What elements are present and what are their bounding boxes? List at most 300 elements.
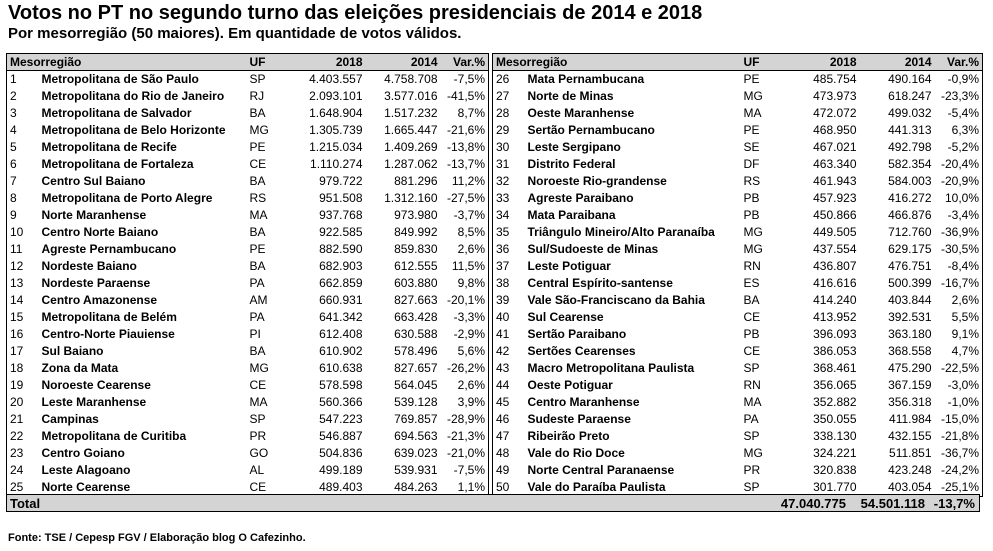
header-var: Var.% <box>935 54 983 71</box>
region-name: Sertão Paraibano <box>527 327 627 341</box>
votes-2014: 500.399 <box>888 276 932 290</box>
votes-2018: 660.931 <box>319 293 363 307</box>
region-uf: CE <box>249 378 267 392</box>
variation: 1,1% <box>441 479 489 497</box>
votes-2014: 511.851 <box>889 446 932 460</box>
table-row <box>493 275 983 292</box>
region-uf: RS <box>743 174 761 188</box>
region-name: Mata Paraibana <box>527 208 616 222</box>
variation: -5,4% <box>935 105 983 122</box>
votes-2014: 618.247 <box>888 89 932 103</box>
table-row <box>493 462 983 479</box>
variation: 9,1% <box>935 326 983 343</box>
table-row <box>7 326 489 343</box>
table-row <box>7 309 489 326</box>
votes-2014: 411.984 <box>889 412 932 426</box>
row-number: 26 <box>493 71 525 89</box>
region-uf: MA <box>743 395 762 409</box>
variation: -21,3% <box>441 428 489 445</box>
variation: -20,1% <box>441 292 489 309</box>
row-number: 3 <box>7 105 39 122</box>
region-uf: RS <box>249 191 267 205</box>
variation: -5,2% <box>935 139 983 156</box>
region-uf: CE <box>247 479 291 497</box>
table-row <box>7 88 489 105</box>
region-name: Metropolitana de Fortaleza <box>41 157 194 171</box>
votes-2014: 367.159 <box>888 378 932 392</box>
votes-2018: 682.903 <box>319 259 363 273</box>
votes-2018: 356.065 <box>813 378 857 392</box>
row-number: 47 <box>493 428 525 445</box>
table-row <box>7 190 489 207</box>
region-name: Sertão Pernambucano <box>527 123 655 137</box>
votes-2018: 610.638 <box>319 361 363 375</box>
region-name: Oeste Potiguar <box>527 378 613 392</box>
votes-2014: 859.830 <box>394 242 438 256</box>
variation: -24,2% <box>935 462 983 479</box>
table-row <box>493 88 983 105</box>
variation: -41,5% <box>441 88 489 105</box>
variation: -8,4% <box>935 258 983 275</box>
votes-2018: 320.838 <box>813 463 857 477</box>
table-row <box>7 445 489 462</box>
votes-2018: 1.215.034 <box>309 140 363 154</box>
table-row <box>7 122 489 139</box>
votes-2014: 584.003 <box>888 174 932 188</box>
votes-2014: 539.128 <box>394 395 438 409</box>
table-header-row <box>7 54 489 71</box>
page-title: Votos no PT no segundo turno das eleições presidenciais de 2014 e 2018 <box>8 2 703 24</box>
votes-2014: 3.577.016 <box>384 89 438 103</box>
row-number: 42 <box>493 343 525 360</box>
region-uf: MG <box>743 242 763 256</box>
votes-2014: 564.045 <box>394 378 438 392</box>
table-row <box>7 258 489 275</box>
votes-2018: 937.768 <box>319 208 363 222</box>
variation: 6,3% <box>935 122 983 139</box>
votes-2018: 472.072 <box>813 106 857 120</box>
total-label: Total <box>10 496 41 511</box>
region-name: Leste Maranhense <box>41 395 147 409</box>
table-row <box>7 428 489 445</box>
votes-2018: 4.403.557 <box>309 72 363 86</box>
row-number: 7 <box>7 173 39 190</box>
votes-2018: 499.189 <box>319 463 363 477</box>
votes-2018: 350.055 <box>813 412 857 426</box>
region-uf: BA <box>743 293 760 307</box>
table-row <box>7 173 489 190</box>
votes-2018: 662.859 <box>319 276 363 290</box>
header-2014: 2014 <box>860 54 935 71</box>
table-row <box>7 292 489 309</box>
variation: -21,0% <box>441 445 489 462</box>
region-uf: BA <box>249 344 266 358</box>
variation: 10,0% <box>935 190 983 207</box>
votes-2014: 403.054 <box>860 479 935 497</box>
votes-2014: 881.296 <box>394 174 438 188</box>
votes-2018: 338.130 <box>813 429 857 443</box>
votes-2014: 475.290 <box>888 361 932 375</box>
row-number: 40 <box>493 309 525 326</box>
region-name: Sul Baiano <box>41 344 104 358</box>
table-row <box>493 156 983 173</box>
region-uf: MA <box>249 395 268 409</box>
variation: -2,9% <box>441 326 489 343</box>
region-name: Zona da Mata <box>41 361 119 375</box>
region-uf: PA <box>249 276 265 290</box>
votes-2014: 466.876 <box>888 208 932 222</box>
votes-2014: 1.517.232 <box>384 106 438 120</box>
table-right-body <box>493 71 983 497</box>
region-name: Vale do Rio Doce <box>527 446 625 460</box>
variation: -25,1% <box>935 479 983 497</box>
votes-2014: 484.263 <box>366 479 441 497</box>
region-name: Metropolitana de Porto Alegre <box>41 191 213 205</box>
region-name: Agreste Paraibano <box>527 191 634 205</box>
region-name: Metropolitana de Belém <box>41 310 177 324</box>
row-number: 23 <box>7 445 39 462</box>
table-left <box>6 53 489 497</box>
votes-2018: 1.648.904 <box>309 106 363 120</box>
table-row <box>493 326 983 343</box>
row-number: 45 <box>493 394 525 411</box>
variation: 9,8% <box>441 275 489 292</box>
region-name: Agreste Pernambucano <box>41 242 177 256</box>
table-row <box>493 71 983 89</box>
variation: -1,0% <box>935 394 983 411</box>
votes-2014: 403.844 <box>888 293 932 307</box>
table-row <box>7 275 489 292</box>
variation: -27,5% <box>441 190 489 207</box>
votes-2018: 463.340 <box>813 157 857 171</box>
region-uf: SP <box>249 72 266 86</box>
votes-2018: 414.240 <box>813 293 857 307</box>
region-uf: DF <box>743 157 760 171</box>
row-number: 2 <box>7 88 39 105</box>
variation: -23,3% <box>935 88 983 105</box>
row-number: 48 <box>493 445 525 462</box>
row-number: 10 <box>7 224 39 241</box>
table-row <box>7 411 489 428</box>
votes-2018: 951.508 <box>319 191 363 205</box>
region-name: Campinas <box>41 412 99 426</box>
table-header-row <box>493 54 983 71</box>
table-row <box>7 71 489 89</box>
region-name: Sertões Cearenses <box>527 344 636 358</box>
region-name: Noroeste Cearense <box>41 378 151 392</box>
votes-2014: 769.857 <box>394 412 438 426</box>
region-name: Norte Maranhense <box>41 208 147 222</box>
votes-2014: 582.354 <box>888 157 932 171</box>
region-name: Centro-Norte Piauiense <box>41 327 175 341</box>
variation: -3,0% <box>935 377 983 394</box>
total-row <box>6 494 980 512</box>
votes-2018: 461.943 <box>813 174 857 188</box>
votes-2014: 441.313 <box>888 123 932 137</box>
region-name: Metropolitana de São Paulo <box>41 72 199 86</box>
votes-2018: 436.807 <box>813 259 857 273</box>
votes-2018: 457.923 <box>813 191 857 205</box>
variation: -13,8% <box>441 139 489 156</box>
row-number: 12 <box>7 258 39 275</box>
region-uf: PA <box>743 412 759 426</box>
region-uf: CE <box>743 310 761 324</box>
votes-2014: 1.287.062 <box>384 157 438 171</box>
region-name: Leste Alagoano <box>41 463 131 477</box>
table-row <box>493 105 983 122</box>
variation: -3,7% <box>441 207 489 224</box>
votes-2018: 485.754 <box>813 72 857 86</box>
region-uf: PA <box>249 310 265 324</box>
row-number: 29 <box>493 122 525 139</box>
table-row <box>493 224 983 241</box>
row-number: 22 <box>7 428 39 445</box>
region-name: Norte de Minas <box>527 89 614 103</box>
votes-2014: 827.657 <box>394 361 438 375</box>
variation: 5,5% <box>935 309 983 326</box>
votes-2018: 2.093.101 <box>309 89 363 103</box>
table-row <box>493 173 983 190</box>
votes-2014: 1.665.447 <box>384 123 438 137</box>
region-name: Metropolitana de Curitiba <box>41 429 187 443</box>
row-number: 20 <box>7 394 39 411</box>
table-row <box>7 241 489 258</box>
votes-2014: 368.558 <box>888 344 932 358</box>
variation: -13,7% <box>441 156 489 173</box>
header-2014: 2014 <box>366 54 441 71</box>
table-row <box>7 224 489 241</box>
votes-2014: 694.563 <box>394 429 438 443</box>
row-number: 17 <box>7 343 39 360</box>
votes-2014: 363.180 <box>888 327 932 341</box>
table-row <box>493 428 983 445</box>
row-number: 15 <box>7 309 39 326</box>
row-number: 49 <box>493 462 525 479</box>
votes-2014: 973.980 <box>394 208 438 222</box>
region-uf: BA <box>249 106 266 120</box>
row-number: 44 <box>493 377 525 394</box>
row-number: 46 <box>493 411 525 428</box>
region-uf: PB <box>743 327 760 341</box>
table-row <box>493 445 983 462</box>
votes-2014: 630.588 <box>394 327 438 341</box>
region-name: Nordeste Paraense <box>41 276 151 290</box>
votes-2014: 4.758.708 <box>384 72 438 86</box>
variation: -21,6% <box>441 122 489 139</box>
votes-2018: 450.866 <box>813 208 857 222</box>
variation: -20,9% <box>935 173 983 190</box>
region-uf: SP <box>249 412 266 426</box>
votes-2018: 352.882 <box>813 395 857 409</box>
variation: -16,7% <box>935 275 983 292</box>
region-name: Noroeste Rio-grandense <box>527 174 667 188</box>
votes-2014: 578.496 <box>394 344 438 358</box>
row-number: 25 <box>7 479 39 497</box>
row-number: 30 <box>493 139 525 156</box>
votes-2018: 437.554 <box>813 242 857 256</box>
header-2018: 2018 <box>291 54 366 71</box>
table-row <box>493 411 983 428</box>
row-number: 6 <box>7 156 39 173</box>
votes-2018: 301.770 <box>785 479 860 497</box>
region-uf: PR <box>743 463 761 477</box>
variation: -7,5% <box>441 71 489 89</box>
votes-2014: 1.409.269 <box>384 140 438 154</box>
table-row <box>493 343 983 360</box>
region-uf: PB <box>743 208 760 222</box>
votes-2014: 849.992 <box>394 225 438 239</box>
region-name: Triângulo Mineiro/Alto Paranaíba <box>527 225 715 239</box>
variation: 5,6% <box>441 343 489 360</box>
region-uf: PE <box>743 123 760 137</box>
votes-2014: 663.428 <box>394 310 438 324</box>
row-number: 28 <box>493 105 525 122</box>
variation: 3,9% <box>441 394 489 411</box>
votes-2014: 492.798 <box>888 140 932 154</box>
variation: -36,9% <box>935 224 983 241</box>
region-uf: AL <box>249 463 265 477</box>
region-name: Sul Cearense <box>527 310 604 324</box>
votes-2018: 1.110.274 <box>310 157 363 171</box>
table-row <box>7 360 489 377</box>
table-row <box>493 394 983 411</box>
region-uf: CE <box>249 157 267 171</box>
votes-2014: 490.164 <box>888 72 932 86</box>
region-uf: PE <box>249 140 266 154</box>
table-row <box>493 122 983 139</box>
region-name: Macro Metropolitana Paulista <box>527 361 695 375</box>
variation: 8,5% <box>441 224 489 241</box>
votes-2018: 1.305.739 <box>309 123 363 137</box>
row-number: 1 <box>7 71 39 89</box>
region-uf: RN <box>743 259 761 273</box>
variation: -36,7% <box>935 445 983 462</box>
row-number: 19 <box>7 377 39 394</box>
votes-2014: 432.155 <box>888 429 932 443</box>
votes-2014: 356.318 <box>888 395 932 409</box>
variation: -28,9% <box>441 411 489 428</box>
votes-2014: 416.272 <box>888 191 932 205</box>
region-uf: PR <box>249 429 267 443</box>
variation: 4,7% <box>935 343 983 360</box>
region-name: Centro Sul Baiano <box>41 174 146 188</box>
variation: 2,6% <box>441 241 489 258</box>
row-number: 41 <box>493 326 525 343</box>
votes-2014: 539.931 <box>394 463 438 477</box>
region-name: Sudeste Paraense <box>527 412 631 426</box>
row-number: 43 <box>493 360 525 377</box>
region-name: Vale do Paraíba Paulista <box>525 479 741 497</box>
row-number: 38 <box>493 275 525 292</box>
votes-2014: 499.032 <box>888 106 932 120</box>
row-number: 11 <box>7 241 39 258</box>
votes-2018: 473.973 <box>813 89 857 103</box>
votes-2018: 368.461 <box>813 361 857 375</box>
variation: -0,9% <box>935 71 983 89</box>
row-number: 27 <box>493 88 525 105</box>
region-uf: MG <box>249 361 269 375</box>
header-uf: UF <box>741 54 785 71</box>
variation: -26,2% <box>441 360 489 377</box>
variation: -3,4% <box>935 207 983 224</box>
region-uf: RJ <box>249 89 265 103</box>
variation: -22,5% <box>935 360 983 377</box>
votes-2018: 467.021 <box>813 140 857 154</box>
region-name: Metropolitana de Belo Horizonte <box>41 123 226 137</box>
variation: -15,0% <box>935 411 983 428</box>
region-uf: SE <box>743 140 760 154</box>
region-name: Nordeste Baiano <box>41 259 137 273</box>
header-region: Mesorregião <box>493 54 741 71</box>
region-uf: RN <box>743 378 761 392</box>
votes-2014: 629.175 <box>888 242 932 256</box>
variation: 2,6% <box>441 377 489 394</box>
votes-2018: 449.505 <box>813 225 857 239</box>
row-number: 50 <box>493 479 525 497</box>
variation: 8,7% <box>441 105 489 122</box>
region-uf: PB <box>743 191 760 205</box>
votes-2018: 489.403 <box>291 479 366 497</box>
votes-2014: 612.555 <box>394 259 438 273</box>
votes-2018: 546.887 <box>319 429 363 443</box>
total-2014: 54.501.118 <box>860 496 925 511</box>
region-uf: ES <box>743 276 760 290</box>
variation: -20,4% <box>935 156 983 173</box>
region-name: Centro Amazonense <box>41 293 158 307</box>
votes-2018: 641.342 <box>319 310 363 324</box>
region-uf: PE <box>743 72 760 86</box>
votes-2014: 712.760 <box>888 225 932 239</box>
region-name: Metropolitana de Salvador <box>41 106 192 120</box>
row-number: 39 <box>493 292 525 309</box>
region-name: Sul/Sudoeste de Minas <box>527 242 659 256</box>
table-row <box>493 309 983 326</box>
table-row <box>493 207 983 224</box>
votes-2018: 386.053 <box>813 344 857 358</box>
table-row <box>7 207 489 224</box>
region-uf: MG <box>743 446 763 460</box>
region-uf: SP <box>741 479 785 497</box>
region-uf: GO <box>249 446 269 460</box>
variation: -7,5% <box>441 462 489 479</box>
variation: -30,5% <box>935 241 983 258</box>
region-name: Centro Goiano <box>41 446 125 460</box>
votes-2018: 979.722 <box>319 174 363 188</box>
table-row <box>7 377 489 394</box>
votes-2018: 882.590 <box>319 242 363 256</box>
region-uf: MG <box>743 89 763 103</box>
total-2018: 47.040.775 <box>780 496 846 511</box>
region-name: Central Espírito-santense <box>527 276 673 290</box>
region-uf: AM <box>249 293 268 307</box>
table-left-body <box>7 71 489 497</box>
region-uf: MG <box>743 225 763 239</box>
region-uf: SP <box>743 361 760 375</box>
variation: -3,3% <box>441 309 489 326</box>
row-number: 8 <box>7 190 39 207</box>
votes-2014: 639.023 <box>394 446 438 460</box>
region-uf: SP <box>743 429 760 443</box>
total-var: -13,7% <box>933 496 975 511</box>
region-name: Leste Potiguar <box>527 259 611 273</box>
votes-2018: 504.836 <box>319 446 363 460</box>
votes-2018: 610.902 <box>319 344 363 358</box>
header-var: Var.% <box>441 54 489 71</box>
variation: 11,2% <box>441 173 489 190</box>
votes-2018: 547.223 <box>319 412 363 426</box>
variation: 11,5% <box>441 258 489 275</box>
votes-2018: 578.598 <box>319 378 363 392</box>
